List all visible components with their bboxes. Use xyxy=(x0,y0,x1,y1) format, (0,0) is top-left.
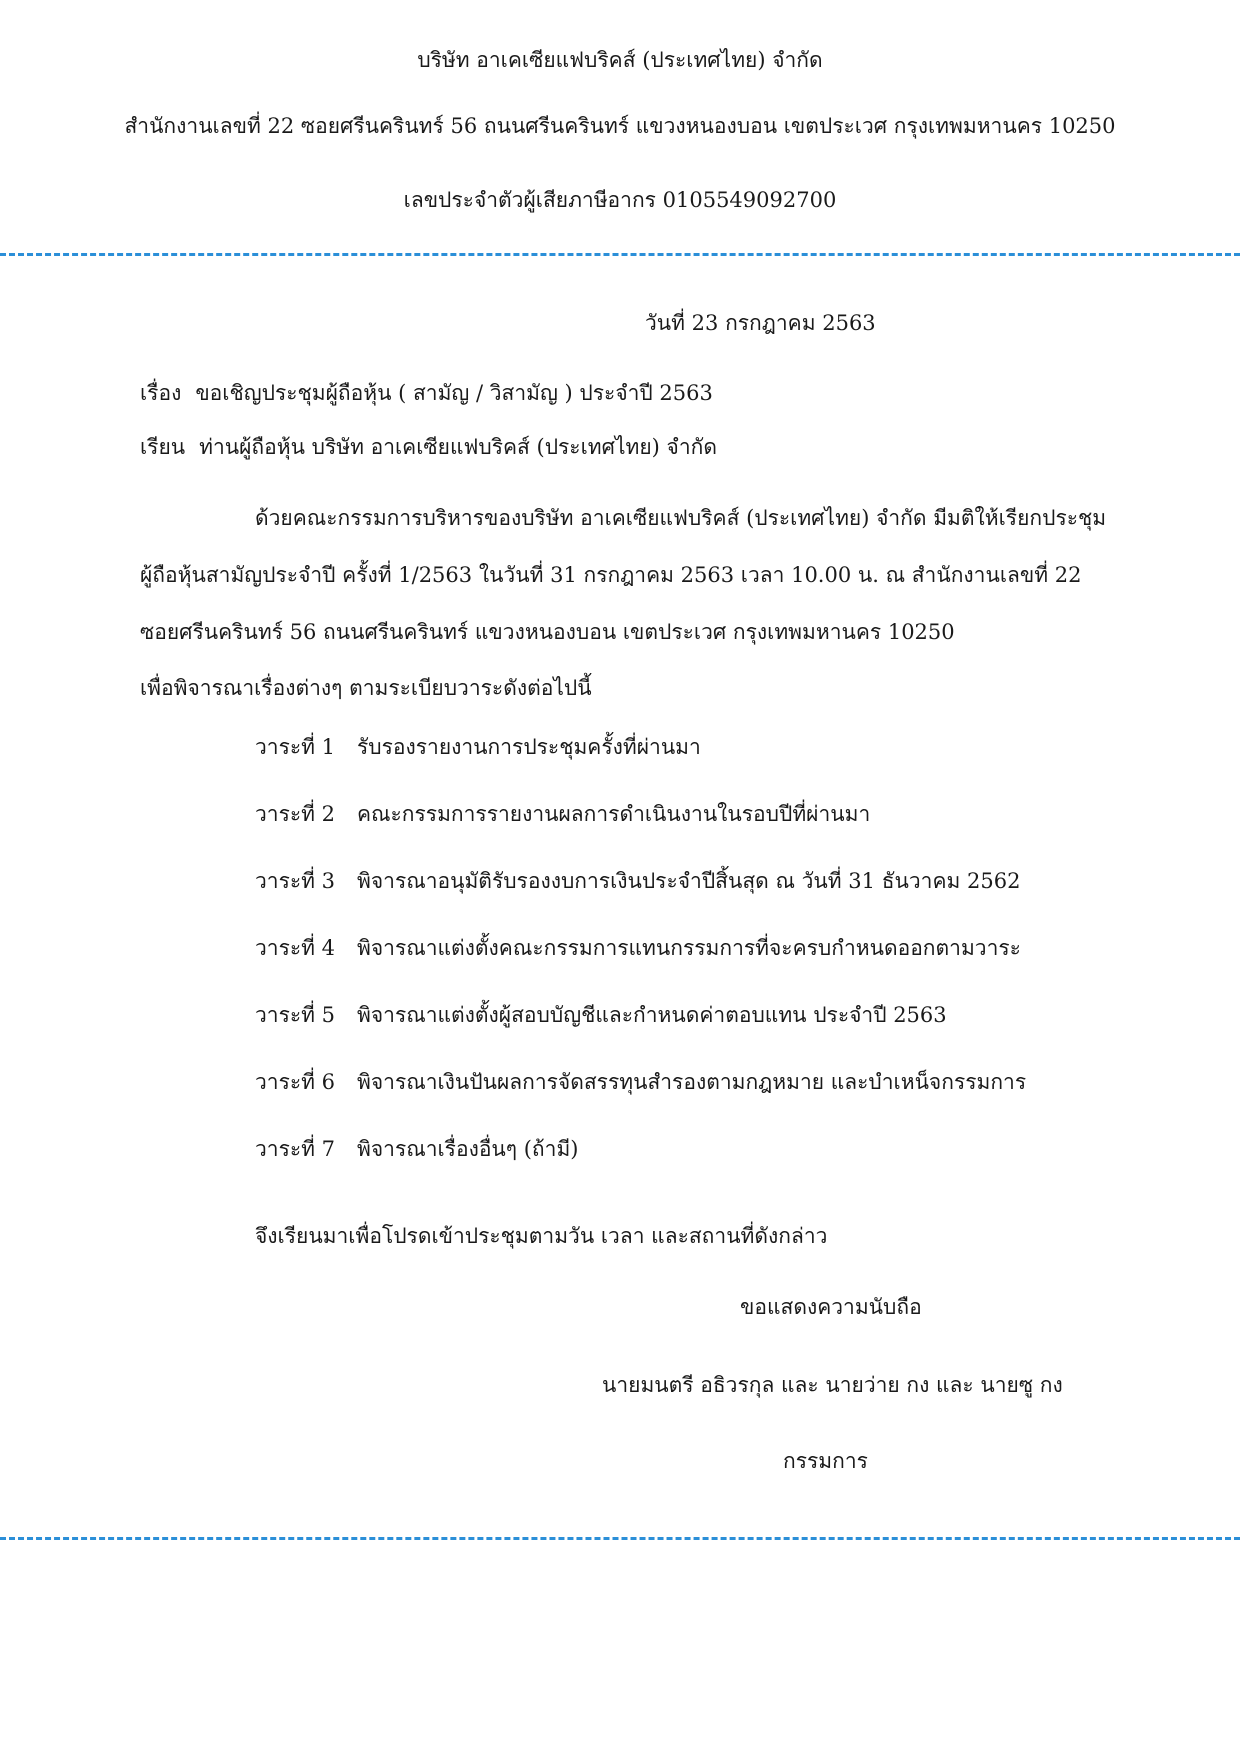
agenda-text: พิจารณาแต่งตั้งผู้สอบบัญชีและกำหนดค่าตอบแทน ประจำปี 2563 xyxy=(357,1003,947,1027)
agenda-text: พิจารณาเงินปันผลการจัดสรรทุนสำรองตามกฎหมาย และบำเหน็จกรรมการ xyxy=(357,1070,1027,1094)
body-line-1: ด้วยคณะกรรมการบริหารของบริษัท อาเคเซียแฟบริคส์ (ประเทศไทย) จำกัด มีมติให้เรียกประชุม xyxy=(255,506,1107,530)
agenda-label: วาระที่ 6 xyxy=(255,1070,336,1094)
regards: ขอแสดงความนับถือ xyxy=(740,1295,922,1319)
to-label: เรียน xyxy=(140,435,186,459)
tax-id: เลขประจำตัวผู้เสียภาษีอากร 0105549092700 xyxy=(403,188,837,212)
company-name: บริษัท อาเคเซียแฟบริคส์ (ประเทศไทย) จำกัด xyxy=(417,48,823,72)
to-text: ท่านผู้ถือหุ้น บริษัท อาเคเซียแฟบริคส์ (ประเทศไทย) จำกัด xyxy=(199,435,717,459)
subject-text: ขอเชิญประชุมผู้ถือหุ้น ( สามัญ / วิสามัญ ) ประจำปี 2563 xyxy=(195,381,713,405)
agenda-text: คณะกรรมการรายงานผลการดำเนินงานในรอบปีที่ผ่านมา xyxy=(357,802,871,826)
agenda-text: พิจารณาแต่งตั้งคณะกรรมการแทนกรรมการที่จะครบกำหนดออกตามวาระ xyxy=(357,936,1021,960)
body-line-4: เพื่อพิจารณาเรื่องต่างๆ ตามระเบียบวาระดังต่อไปนี้ xyxy=(140,676,592,700)
agenda-label: วาระที่ 3 xyxy=(255,869,336,893)
body-line-3: ซอยศรีนครินทร์ 56 ถนนศรีนครินทร์ แขวงหนองบอน เขตประเวศ กรุงเทพมหานคร 10250 xyxy=(140,620,955,644)
agenda-label: วาระที่ 4 xyxy=(255,936,336,960)
agenda-label: วาระที่ 2 xyxy=(255,802,336,826)
agenda-label: วาระที่ 7 xyxy=(255,1137,336,1161)
agenda-label: วาระที่ 1 xyxy=(255,735,336,759)
footer-divider xyxy=(0,1537,1240,1540)
header-divider xyxy=(0,253,1240,256)
to-line xyxy=(140,437,717,458)
body-line-2: ผู้ถือหุ้นสามัญประจำปี ครั้งที่ 1/2563 ในวันที่ 31 กรกฎาคม 2563 เวลา 10.00 น. ณ สำนักงานเลขที่ 22 xyxy=(140,563,1082,587)
signers: นายมนตรี อธิวรกุล และ นายว่าย กง และ นายซู กง xyxy=(602,1373,1063,1397)
subject-label: เรื่อง xyxy=(140,381,182,405)
agenda-text: พิจารณาอนุมัติรับรองงบการเงินประจำปีสิ้นสุด ณ วันที่ 31 ธันวาคม 2562 xyxy=(357,869,1021,893)
closing-line: จึงเรียนมาเพื่อโปรดเข้าประชุมตามวัน เวลา และสถานที่ดังกล่าว xyxy=(255,1224,828,1248)
agenda-label: วาระที่ 5 xyxy=(255,1003,336,1027)
subject-line xyxy=(140,383,713,404)
agenda-text: พิจารณาเรื่องอื่นๆ (ถ้ามี) xyxy=(357,1137,579,1161)
company-address: สำนักงานเลขที่ 22 ซอยศรีนครินทร์ 56 ถนนศรีนครินทร์ แขวงหนองบอน เขตประเวศ กรุงเทพมหานคร 10250 xyxy=(124,114,1116,138)
agenda-text: รับรองรายงานการประชุมครั้งที่ผ่านมา xyxy=(357,735,701,759)
letter-date: วันที่ 23 กรกฎาคม 2563 xyxy=(645,311,876,335)
signer-title: กรรมการ xyxy=(783,1449,868,1473)
